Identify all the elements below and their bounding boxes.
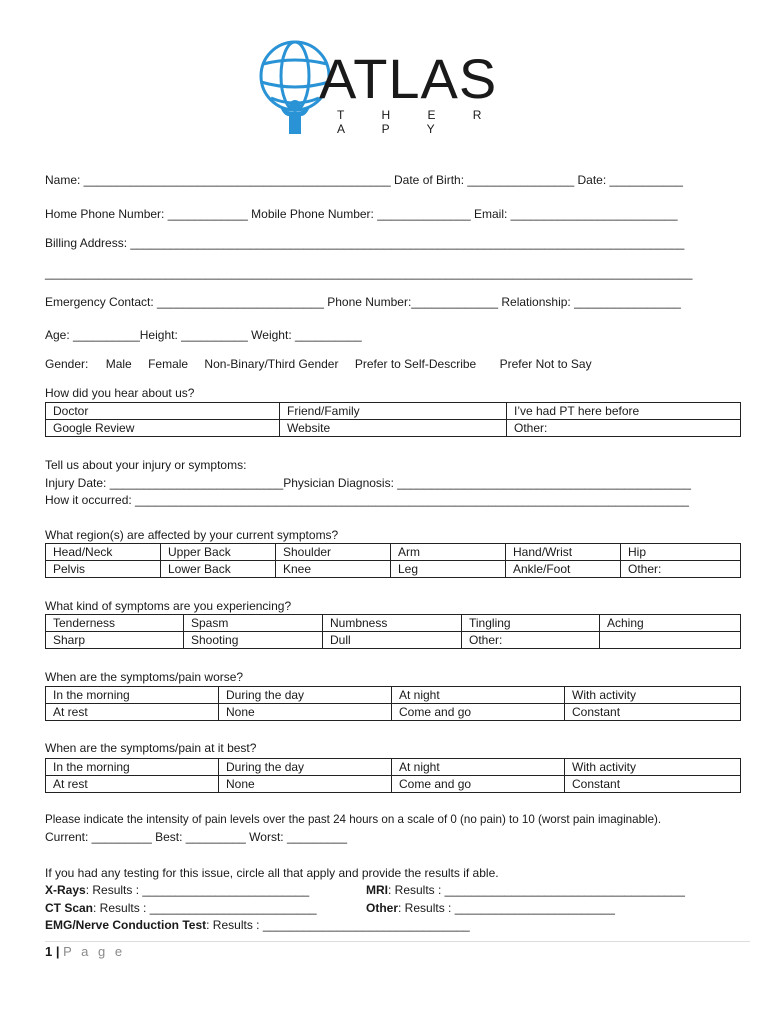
table-cell[interactable]: Other: <box>507 420 741 437</box>
page-number: 1 <box>45 944 53 959</box>
injury-date-diagnosis-line[interactable]: Injury Date: __________________________Physician Diagnosis: ____________________________________________ <box>45 476 691 490</box>
atlas-therapy-logo <box>247 34 517 140</box>
table-cell[interactable]: Numbness <box>323 615 462 632</box>
emg-results[interactable]: : Results : _______________________________ <box>206 918 470 932</box>
table-cell[interactable]: Google Review <box>46 420 280 437</box>
xray-line[interactable] <box>45 883 309 897</box>
table-row <box>46 615 741 632</box>
table-cell[interactable]: At night <box>392 687 565 704</box>
table-cell[interactable]: Spasm <box>184 615 323 632</box>
table-cell[interactable]: Ankle/Foot <box>506 561 621 578</box>
table-cell[interactable]: Pelvis <box>46 561 161 578</box>
logo-subtitle: T H E R A P Y <box>337 108 499 136</box>
table-cell[interactable]: Come and go <box>392 776 565 793</box>
other-test-results[interactable]: : Results : ________________________ <box>398 901 615 915</box>
pain-scale-instructions: Please indicate the intensity of pain levels over the past 24 hours on a scale of 0 (no pain) to 10 (worst pain imaginable). <box>45 813 662 826</box>
ct-results[interactable]: : Results : _________________________ <box>93 901 317 915</box>
logo-wordmark: ATLAS <box>319 47 498 110</box>
table-cell[interactable]: Constant <box>565 776 741 793</box>
gender-option-male[interactable]: Male <box>105 357 132 371</box>
table-cell[interactable]: Shooting <box>184 632 323 649</box>
table-cell[interactable]: In the morning <box>46 759 219 776</box>
table-cell[interactable]: Tingling <box>462 615 600 632</box>
symptoms-table <box>45 614 741 649</box>
table-cell[interactable]: Other: <box>462 632 600 649</box>
table-cell[interactable]: Hand/Wrist <box>506 544 621 561</box>
table-row <box>46 759 741 776</box>
table-row <box>46 632 741 649</box>
mri-line[interactable] <box>366 883 685 897</box>
other-test-label: Other <box>366 901 399 915</box>
regions-table <box>45 543 741 578</box>
table-cell[interactable]: Come and go <box>392 704 565 721</box>
table-cell[interactable]: Doctor <box>46 403 280 420</box>
table-cell[interactable]: Aching <box>600 615 741 632</box>
table-row <box>46 776 741 793</box>
table-cell[interactable]: Arm <box>391 544 506 561</box>
table-cell[interactable]: Shoulder <box>276 544 391 561</box>
table-cell[interactable]: During the day <box>219 687 392 704</box>
page-separator: | <box>55 944 60 959</box>
footer-divider <box>45 941 750 942</box>
table-cell[interactable]: At rest <box>46 776 219 793</box>
emg-line[interactable] <box>45 918 470 932</box>
ct-line[interactable] <box>45 901 317 915</box>
best-table <box>45 758 741 793</box>
hear-about-table <box>45 402 741 437</box>
phone-email-line[interactable]: Home Phone Number: ____________ Mobile Phone Number: ______________ Email: _________________________ <box>45 207 678 221</box>
xray-results[interactable]: : Results : _________________________ <box>85 883 310 897</box>
table-row <box>46 704 741 721</box>
gender-option-female[interactable]: Female <box>148 357 189 371</box>
regions-question: What region(s) are affected by your current symptoms? <box>45 528 339 542</box>
table-cell[interactable] <box>600 632 741 649</box>
age-height-weight-line[interactable]: Age: __________Height: __________ Weight: __________ <box>45 328 362 342</box>
table-cell[interactable]: At night <box>392 759 565 776</box>
table-row <box>46 403 741 420</box>
table-cell[interactable]: Friend/Family <box>280 403 507 420</box>
best-question: When are the symptoms/pain at it best? <box>45 741 257 755</box>
table-cell[interactable]: Head/Neck <box>46 544 161 561</box>
table-cell[interactable]: Other: <box>621 561 741 578</box>
table-cell[interactable]: With activity <box>565 687 741 704</box>
how-occurred-line[interactable]: How it occurred: ___________________________________________________________________________________ <box>45 493 689 507</box>
table-row <box>46 544 741 561</box>
table-cell[interactable]: Lower Back <box>161 561 276 578</box>
page-label: P a g e <box>63 944 126 959</box>
table-cell[interactable]: Constant <box>565 704 741 721</box>
hear-about-question: How did you hear about us? <box>45 386 195 400</box>
table-cell[interactable]: During the day <box>219 759 392 776</box>
emg-label: EMG/Nerve Conduction Test <box>45 918 207 932</box>
table-cell[interactable]: At rest <box>46 704 219 721</box>
emergency-contact-line[interactable]: Emergency Contact: _________________________ Phone Number:_____________ Relationship: ________________ <box>45 295 681 309</box>
billing-address-line-2[interactable]: _________________________________________________________________________________________________ <box>45 266 693 280</box>
gender-option-nonbinary[interactable]: Non-Binary/Third Gender <box>204 357 339 371</box>
other-test-line[interactable] <box>366 901 615 915</box>
gender-options <box>45 357 592 371</box>
table-cell[interactable]: Website <box>280 420 507 437</box>
symptoms-question: What kind of symptoms are you experiencing? <box>45 599 292 613</box>
table-row <box>46 561 741 578</box>
table-cell[interactable]: Knee <box>276 561 391 578</box>
worse-question: When are the symptoms/pain worse? <box>45 670 244 684</box>
worse-table <box>45 686 741 721</box>
gender-option-self-describe[interactable]: Prefer to Self-Describe <box>354 357 477 371</box>
testing-intro: If you had any testing for this issue, circle all that apply and provide the results if able. <box>45 866 499 880</box>
table-cell[interactable]: Leg <box>391 561 506 578</box>
gender-option-prefer-not[interactable]: Prefer Not to Say <box>499 357 592 371</box>
name-dob-date-line[interactable]: Name: ______________________________________________ Date of Birth: ________________ Date: ___________ <box>45 173 683 187</box>
table-row <box>46 687 741 704</box>
gender-label: Gender: <box>45 357 89 371</box>
pain-levels-line[interactable]: Current: _________ Best: _________ Worst: _________ <box>45 830 348 844</box>
injury-intro: Tell us about your injury or symptoms: <box>45 458 247 472</box>
page-footer <box>45 944 125 959</box>
mri-results[interactable]: : Results : ____________________________________ <box>388 883 685 897</box>
table-row <box>46 420 741 437</box>
table-cell[interactable]: Upper Back <box>161 544 276 561</box>
table-cell[interactable]: Tenderness <box>46 615 184 632</box>
table-cell[interactable]: Hip <box>621 544 741 561</box>
mri-label: MRI <box>366 883 388 897</box>
xray-label: X-Rays <box>45 883 86 897</box>
table-cell[interactable]: In the morning <box>46 687 219 704</box>
table-cell[interactable]: None <box>219 704 392 721</box>
billing-address-line[interactable]: Billing Address: ___________________________________________________________________________________ <box>45 236 685 250</box>
table-cell[interactable]: I’ve had PT here before <box>507 403 741 420</box>
table-cell[interactable]: None <box>219 776 392 793</box>
table-cell[interactable]: Sharp <box>46 632 184 649</box>
table-cell[interactable]: Dull <box>323 632 462 649</box>
ct-label: CT Scan <box>45 901 94 915</box>
table-cell[interactable]: With activity <box>565 759 741 776</box>
